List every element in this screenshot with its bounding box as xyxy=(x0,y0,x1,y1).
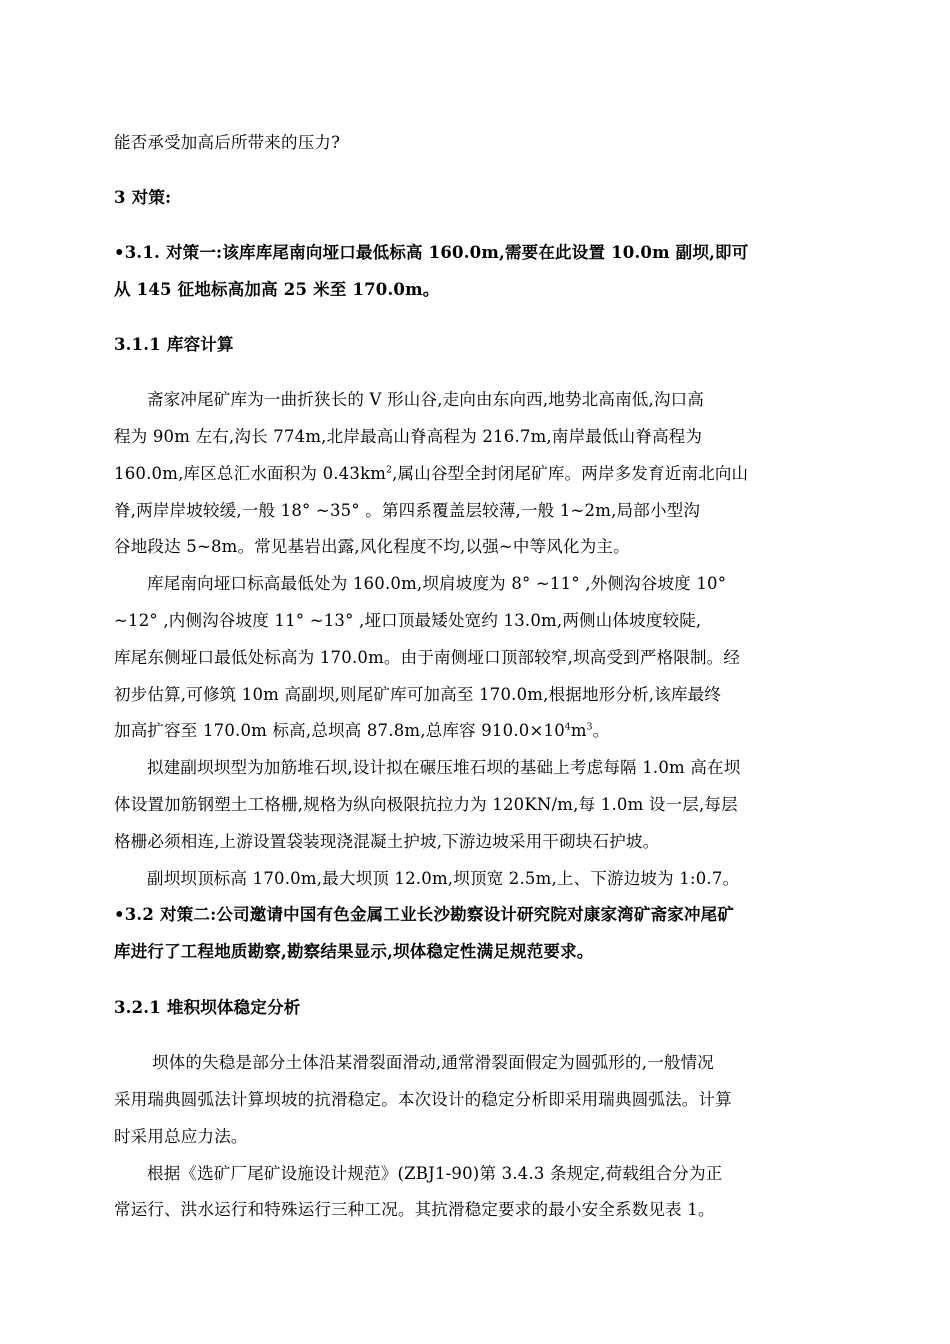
countermeasure-one-heading-cont: 从 145 征地标高加高 25 米至 170.0m。 xyxy=(114,280,440,299)
countermeasure-two-heading: •3.2 对策二:公司邀请中国有色金属工业长沙勘察设计研究院对康家湾矿斋家冲尾矿 xyxy=(114,905,735,924)
paragraph-line: 谷地段达 5~8m。常见基岩出露,风化程度不均,以强~中等风化为主。 xyxy=(114,537,630,556)
paragraph-line: 库尾南向垭口标高最低处为 160.0m,坝肩坡度为 8° ~11° ,外侧沟谷坡度 10° xyxy=(147,574,727,593)
paragraph-line: 体设置加筋钢塑土工格栅,规格为纵向极限抗拉力为 120KN/m,每 1.0m 设一层,每层 xyxy=(114,795,738,814)
paragraph-line: 常运行、洪水运行和特殊运行三种工况。其抗滑稳定要求的最小安全系数见表 1。 xyxy=(114,1200,715,1219)
paragraph-line: 库尾东侧垭口最低处标高为 170.0m。由于南侧垭口顶部较窄,坝高受到严格限制。经 xyxy=(114,648,741,667)
paragraph-line: 加高扩容至 170.0m 标高,总坝高 87.8m,总库容 $910.0\times 10^4m^3$。 xyxy=(114,721,610,740)
paragraph-line: 初步估算,可修筑 10m 高副坝,则尾矿库可加高至 170.0m,根据地形分析,该库最终 xyxy=(114,685,722,704)
paragraph-line: 坝体的失稳是部分土体沿某滑裂面滑动,通常滑裂面假定为圆弧形的,一般情况 xyxy=(152,1053,714,1072)
paragraph-line: 160.0m,库区总汇水面积为 $0.43km^2$,属山谷型全封闭尾矿库。两岸多发育近南北向山 xyxy=(114,464,749,483)
paragraph-line: 副坝坝顶标高 170.0m,最大坝顶 12.0m,坝顶宽 2.5m,上、下游边坡为 1:0.7。 xyxy=(147,869,740,888)
paragraph-line: 格栅必须相连,上游设置袋装现浇混凝土护坡,下游边坡采用干砌块石护坡。 xyxy=(114,832,660,851)
paragraph-line: 采用瑞典圆弧法计算坝坡的抗滑稳定。本次设计的稳定分析即采用瑞典圆弧法。计算 xyxy=(114,1090,732,1109)
countermeasure-two-heading-cont: 库进行了工程地质勘察,勘察结果显示,坝体稳定性满足规范要求。 xyxy=(114,942,594,961)
text-line: 能否承受加高后所带来的压力? xyxy=(114,133,341,152)
paragraph-line: 根据《选矿厂尾矿设施设计规范》(ZBJ1-90)第 3.4.3 条规定,荷载组合分为正 xyxy=(147,1164,723,1183)
paragraph-line: 脊,两岸岸坡较缓,一般 18° ~35° 。第四系覆盖层较薄,一般 1~2m,局部小型沟 xyxy=(114,501,701,520)
countermeasure-one-heading: •3.1. 对策一:该库库尾南向垭口最低标高 160.0m,需要在此设置 10.0m 副坝,即可 xyxy=(114,243,749,262)
paragraph-line: 斋家冲尾矿库为一曲折狭长的 V 形山谷,走向由东向西,地势北高南低,沟口高 xyxy=(147,390,705,409)
subsection-heading: 3.1.1 库容计算 xyxy=(114,335,234,354)
paragraph-line: 时采用总应力法。 xyxy=(114,1127,248,1146)
paragraph-line: ~12° ,内侧沟谷坡度 11° ~13° ,垭口顶最矮处宽约 13.0m,两侧山体坡度较陡, xyxy=(114,611,702,630)
paragraph-line: 拟建副坝坝型为加筋堆石坝,设计拟在碾压堆石坝的基础上考虑每隔 1.0m 高在坝 xyxy=(147,758,741,777)
paragraph-line: 程为 90m 左右,沟长 774m,北岸最高山脊高程为 216.7m,南岸最低山脊高程为 xyxy=(114,427,703,446)
section-heading: 3 对策: xyxy=(114,188,172,207)
subsection-heading: 3.2.1 堆积坝体稳定分析 xyxy=(114,998,301,1017)
